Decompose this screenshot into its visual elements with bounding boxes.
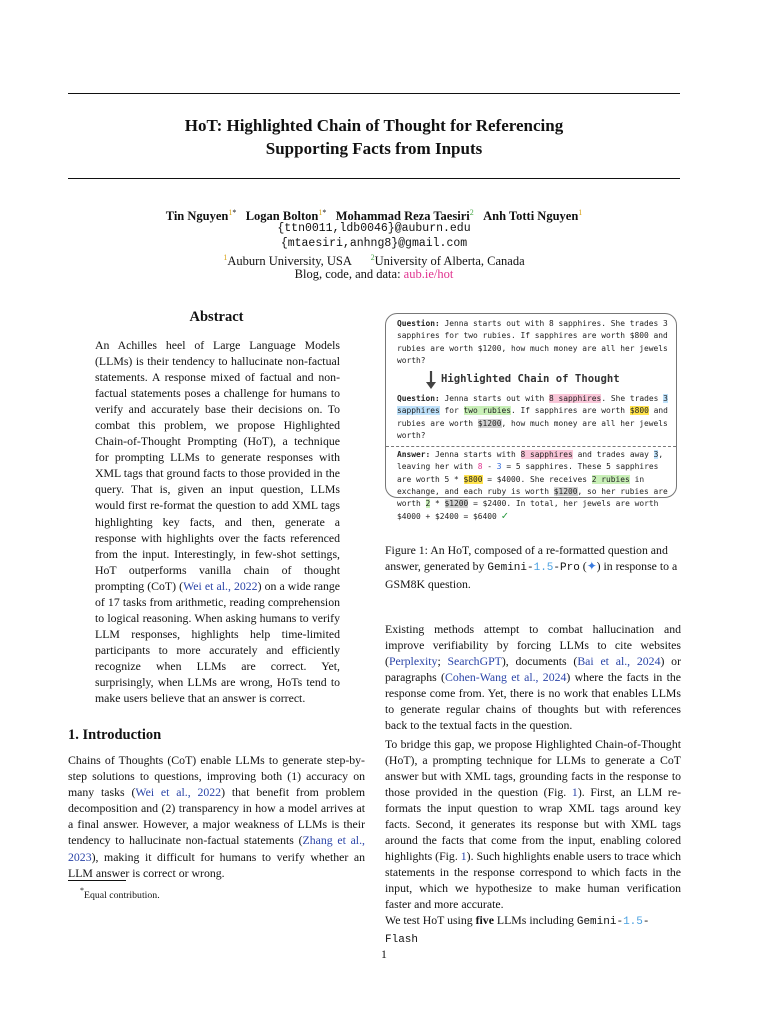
- highlight-number: 3: [496, 462, 502, 472]
- caption-text: ) in response to a GSM8K question.: [385, 559, 678, 591]
- highlight-fact: 8 sapphires: [520, 450, 573, 459]
- citation-link[interactable]: Wei et al., 2022: [183, 578, 258, 593]
- highlight-fact: $800: [463, 474, 483, 484]
- hot-transform-row: [426, 370, 666, 390]
- caption-text: (: [579, 559, 587, 573]
- figure-ref-link[interactable]: 1: [460, 849, 467, 864]
- citation-link[interactable]: Wei et al., 2022: [135, 785, 222, 800]
- affiliation-2: University of Alberta, Canada: [374, 254, 525, 268]
- intro-text: ), making it difficult for humans to verify whether an LLM answer is correct or wrong.: [68, 849, 365, 880]
- citation-link[interactable]: Cohen-Wang et al., 2024: [445, 670, 567, 684]
- model-name-part: Gemini-: [487, 562, 534, 574]
- caption-text: Figure 1: An HoT, composed of a re-formatted question and answer, generated by: [385, 543, 668, 573]
- author-affiliation-mark: 1: [228, 208, 233, 217]
- highlight-number: 8: [477, 462, 483, 472]
- body-text: ) or paragraphs (: [385, 654, 681, 684]
- affiliation-1-mark: 1: [223, 253, 228, 262]
- down-arrow-icon: [426, 371, 436, 389]
- figure-ref-link[interactable]: 1: [571, 785, 578, 800]
- footnote: [80, 886, 160, 901]
- question-text: Jenna starts out with: [444, 394, 550, 403]
- question-label: Question:: [397, 394, 440, 403]
- answer-text: , leaving her with: [397, 450, 664, 472]
- title-line-1: HoT: Highlighted Chain of Thought for Referencing: [184, 116, 564, 135]
- answer-text: -: [482, 462, 497, 472]
- answer-label: Answer:: [397, 450, 431, 459]
- blog-link[interactable]: aub.ie/hot: [403, 267, 454, 281]
- body-text: We test HoT using: [385, 913, 476, 927]
- blog-label: Blog, code, and data:: [294, 267, 404, 281]
- question-text: and rubies are worth: [397, 406, 668, 428]
- body-text: ). First, an LLM re-formats the input question to wrap XML tags around key facts. Second, it generates its response but with XML tags around the facts that come from the input, enabling colored highlights (Fig.: [385, 785, 681, 864]
- model-version: 1.5: [533, 562, 554, 574]
- highlight-fact: $1200: [477, 418, 502, 428]
- original-question: [397, 318, 671, 367]
- experiments-paragraph: [385, 912, 681, 948]
- author-affiliation-mark: 2: [469, 208, 474, 217]
- highlight-fact: 3: [653, 450, 659, 459]
- model-name: [487, 562, 579, 574]
- model-name-part: -Flash: [385, 916, 650, 946]
- related-work-paragraph: [385, 621, 681, 733]
- author-emails-auburn: {ttn0011,ldb0046}@auburn.edu: [277, 222, 471, 235]
- question-text: for: [439, 406, 464, 416]
- page-number: 1: [381, 947, 387, 961]
- author-name: Tin Nguyen: [165, 209, 229, 223]
- answer-text: , so her rubies are worth: [397, 486, 668, 509]
- question-text: , how much money are all her jewels worth?: [397, 418, 668, 440]
- emphasis-text: five: [475, 913, 494, 927]
- affiliation-1: Auburn University, USA: [227, 254, 352, 268]
- answer-text: = $4000. She receives: [482, 474, 592, 484]
- highlight-fact: $1200: [553, 486, 578, 496]
- body-text: ) where the facts in the response come from. Yet, there is no work that enables LLMs to generate regular chains of thoughts but with references back to the textual facts in the question.: [385, 670, 681, 732]
- section-heading-introduction: 1. Introduction: [68, 727, 162, 743]
- highlight-fact: $800: [629, 406, 649, 416]
- highlight-fact: 2: [425, 499, 431, 509]
- author-name: Anh Totti Nguyen: [483, 209, 579, 223]
- footnote-text: Equal contribution.: [84, 890, 160, 901]
- checkmark-icon: ✓: [501, 509, 509, 523]
- figure-1-panel: [385, 313, 677, 523]
- introduction-paragraph: [68, 752, 365, 881]
- citation-link[interactable]: Zhang et al., 2023: [68, 833, 365, 864]
- equal-contribution-mark: *: [322, 208, 327, 217]
- abstract-text: ) on a wide range of 17 tasks from arithmetic, reading comprehension to logical reasoning. When asking humans to verify LLM responses, highlights help time-limited participants to more accurately and efficiently recognize when LLMs are correct. Yet, surprisingly, when LLMs are wrong, HoTs tend to make users believe that an answer is correct.: [95, 578, 341, 706]
- paper-title: [68, 114, 680, 160]
- hot-label: Highlighted Chain of Thought: [441, 373, 620, 385]
- body-text: ), documents (: [501, 654, 578, 668]
- figure-1-caption: [385, 542, 681, 592]
- body-text: To bridge this gap, we propose Highlighted Chain-of-Thought (HoT), a prompting technique for LLMs to generate a CoT answer but with XML tags, grounding facts in the response to those provided in the question (Fig.: [385, 737, 681, 800]
- title-line-2: Supporting Facts from Inputs: [265, 139, 483, 158]
- title-bottom-rule: [68, 178, 680, 179]
- author-affiliation-mark: 1: [318, 208, 323, 217]
- intro-text: Chains of Thoughts (CoT) enable LLMs to generate step-by-step solutions to questions, improving both (1) accuracy on many tasks (: [68, 753, 365, 800]
- intro-text: ) that benefit from problem decomposition and (2) transparency in how a model arrives at a final answer. However, a major weakness of LLMs is their tendency to hallucinate non-factual statements (: [68, 785, 365, 848]
- author-name: Mohammad Reza Taesiri: [335, 209, 470, 223]
- citation-link[interactable]: Perplexity: [388, 654, 438, 668]
- footnote-mark: *: [80, 886, 84, 895]
- body-text: ). Such highlights enable users to trace which statements in the response correspond to which facts in the input, which we hypothesize to make human verification faster and more accurate.: [385, 849, 681, 912]
- body-text: LLMs including: [493, 913, 577, 927]
- answer-text: = 5 sapphires. These 5 sapphires are worth 5 *: [397, 462, 659, 484]
- footnote-rule: [68, 880, 126, 881]
- answer-text: Jenna starts with: [435, 450, 521, 459]
- top-rule: [68, 93, 680, 94]
- abstract-heading: Abstract: [189, 309, 244, 325]
- question-label: Question:: [397, 319, 440, 328]
- abstract-body: [95, 337, 340, 706]
- model-name-part: Gemini-: [576, 916, 624, 928]
- highlighted-question: [397, 393, 671, 442]
- question-text: Jenna starts out with 8 sapphires. She trades 3 sapphires for two rubies. If sapphires are worth $800 and rubies are worth $1200, how much money are all her jewels worth?: [397, 319, 668, 365]
- abstract-text: An Achilles heel of Large Language Models (LLMs) is their tendency to hallucinate non-factual statements. A response mixed of factual and non-factual statements poses a challenge for humans to verify and accurately base their decisions on. To combat this problem, we propose Highlighted Chain-of-Thought Prompting (HoT), a technique for prompting LLMs to generate responses with XML tags that ground facts to those provided in the query. That is, given an input question, LLMs would first re-format the question to add XML tags highlighting key facts, and then, generate a response with highlights over the facts referenced from the input. Interestingly, in few-shot settings, HoT outperforms vanilla chain of thought prompting (CoT) (: [95, 338, 340, 593]
- highlight-fact: $1200: [444, 499, 469, 509]
- highlight-fact: 8 sapphires: [549, 394, 602, 403]
- author-emails-gmail: {mtaesiri,anhng8}@gmail.com: [280, 237, 468, 250]
- answer-text: = $2400. In total, her jewels are worth $4000 + $2400 = $6400: [397, 499, 659, 522]
- body-text: Existing methods attempt to combat hallucination and improve verifiability by forcing LLMs to cite websites (: [385, 622, 681, 668]
- blog-line: [68, 266, 680, 282]
- equal-contribution-mark: *: [232, 208, 237, 217]
- answer-text: *: [430, 499, 445, 509]
- author-name: Logan Bolton: [245, 209, 319, 223]
- body-text: ;: [437, 654, 448, 668]
- citation-link[interactable]: SearchGPT: [447, 654, 502, 668]
- gemini-star-icon: ✦: [586, 559, 597, 573]
- highlight-fact: two rubies: [463, 406, 512, 416]
- highlighted-answer: [397, 449, 671, 524]
- citation-link[interactable]: Bai et al., 2024: [577, 654, 661, 668]
- answer-text: in exchange, and each ruby is worth: [397, 474, 645, 496]
- highlight-fact: 2 rubies: [591, 474, 630, 484]
- model-version: 1.5: [623, 916, 643, 928]
- question-text: . If sapphires are worth: [511, 406, 630, 416]
- highlight-fact: 3 sapphires: [397, 394, 668, 416]
- model-name-part: -Pro: [553, 562, 580, 574]
- method-paragraph: [385, 736, 681, 913]
- question-text: . She trades: [601, 394, 664, 403]
- figure-divider: [386, 446, 676, 447]
- affiliation-2-mark: 2: [370, 253, 375, 262]
- author-affiliation-mark: 1: [578, 208, 583, 217]
- answer-text: and trades away: [572, 450, 654, 459]
